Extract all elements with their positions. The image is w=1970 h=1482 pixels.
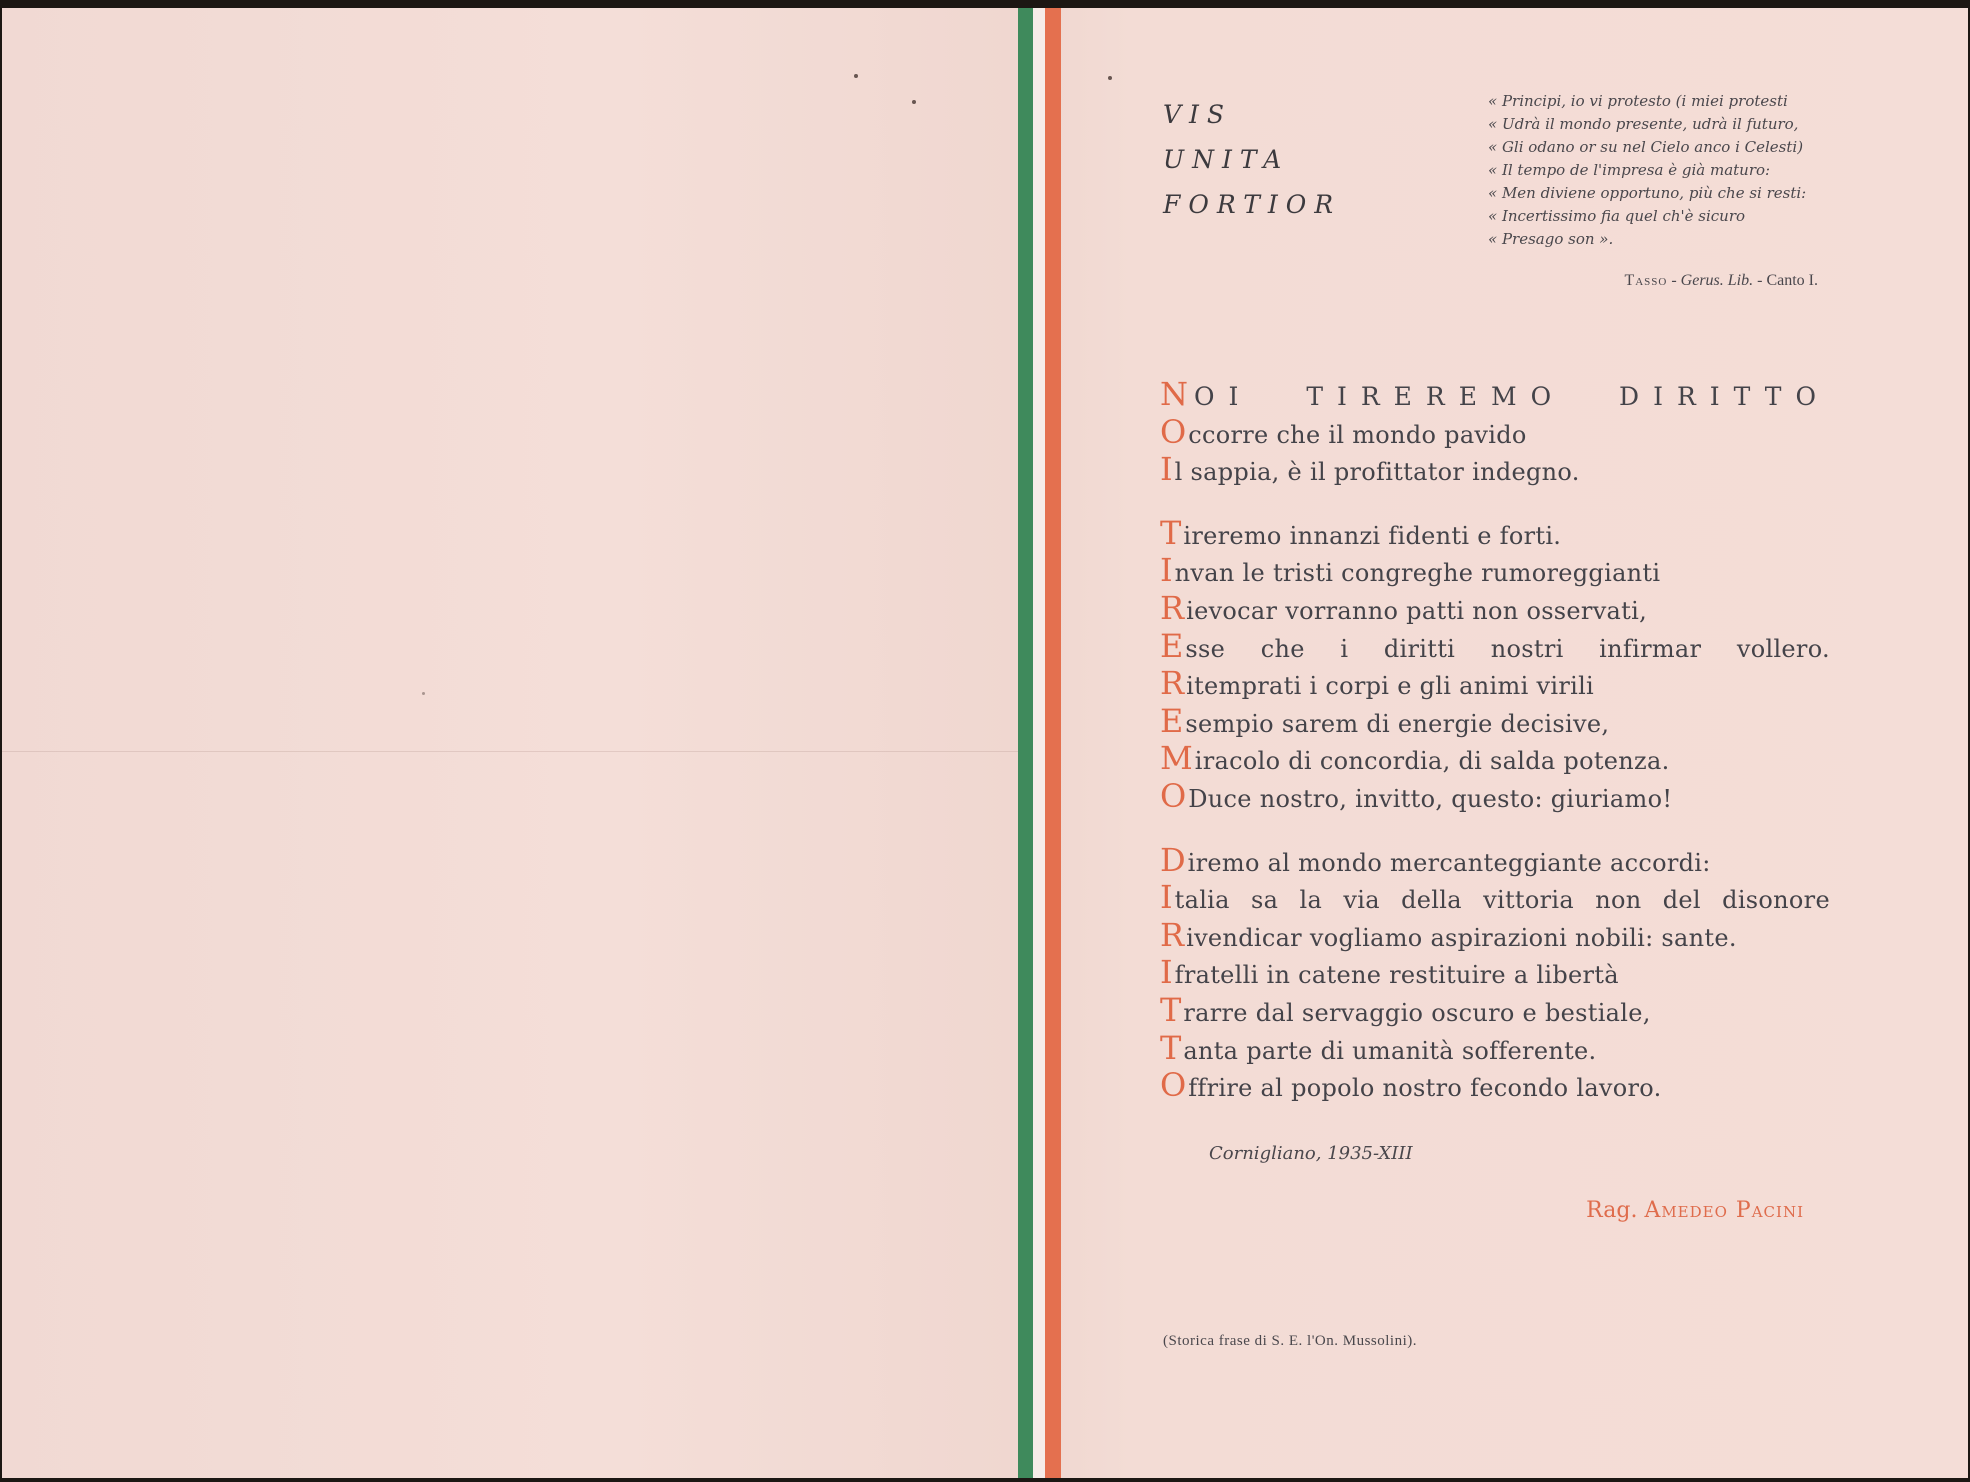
- poem-line-text: fratelli in catene restituire a libertà: [1174, 961, 1619, 990]
- acrostic-initial: I: [1160, 551, 1173, 590]
- poem-line-text: [1185, 631, 1830, 669]
- poem-line-text: anta parte di umanità sofferente.: [1183, 1036, 1597, 1065]
- acrostic-initial: D: [1160, 840, 1186, 879]
- paper-speck: [1108, 76, 1112, 80]
- acrostic-initial: R: [1160, 664, 1185, 703]
- poem-word: diritti: [1383, 634, 1456, 663]
- acrostic-initial: T: [1160, 513, 1182, 552]
- acrostic-initial: M: [1160, 739, 1193, 778]
- tricolor-ribbon-red: [1045, 8, 1061, 1478]
- poem-word: non: [1595, 886, 1642, 915]
- poem-line: [1160, 778, 1830, 816]
- poem-line: [1160, 842, 1830, 880]
- source-separator: -: [1753, 272, 1767, 289]
- horizontal-fold-crease: [2, 751, 1018, 752]
- poem-line-text: ievocar vorranno patti non osservati,: [1186, 596, 1648, 625]
- poem-line: [1160, 917, 1830, 955]
- acrostic-initial: N: [1160, 375, 1188, 413]
- poem-line-text: l sappia, è il profittator indegno.: [1174, 458, 1580, 487]
- poem-line-text: itemprati i corpi e gli animi virili: [1186, 672, 1595, 701]
- poem-word: del: [1662, 886, 1701, 915]
- author-signature: [1524, 1198, 1804, 1223]
- poem-line-text: nvan le tristi congreghe rumoreggianti: [1174, 559, 1661, 588]
- poem-line-text: ffrire al popolo nostro fecondo lavoro.: [1188, 1074, 1662, 1103]
- motto-line: FORTIOR: [1163, 190, 1342, 219]
- poem-line: [1160, 1067, 1830, 1105]
- motto-line: UNITA: [1163, 145, 1290, 174]
- epigraph-line: « Incertissimo fia quel ch'è sicuro: [1488, 207, 1746, 225]
- poem-stanza: [1160, 515, 1830, 816]
- poem-line: [1160, 451, 1830, 489]
- place-date: Cornigliano, 1935-XIII: [1209, 1143, 1413, 1164]
- poem-word: infirmar: [1599, 634, 1702, 663]
- acrostic-initial: O: [1160, 1066, 1187, 1105]
- poem-line: [1160, 992, 1830, 1030]
- poem-word: sse: [1185, 634, 1226, 663]
- poem-line: [1160, 703, 1830, 741]
- tricolor-ribbon-white: [1033, 8, 1045, 1478]
- poem-line-text: ccorre che il mondo pavido: [1188, 420, 1527, 449]
- poem-word: OI: [1194, 382, 1253, 411]
- poem-word: i: [1340, 634, 1349, 663]
- poem-stanza: [1160, 842, 1830, 1105]
- footnote: (Storica frase di S. E. l'On. Mussolini).: [1163, 1333, 1418, 1349]
- epigraph-line: « Presago son ».: [1488, 230, 1614, 248]
- poem-line: [1160, 515, 1830, 553]
- left-page-blank: [2, 8, 1018, 1478]
- epigraph-line: « Gli odano or su nel Cielo anco i Celesti): [1488, 138, 1804, 156]
- poem-line-text: iremo al mondo mercanteggiante accordi:: [1187, 848, 1711, 877]
- poem-word: vittoria: [1483, 886, 1574, 915]
- source-canto: Canto I.: [1766, 272, 1818, 289]
- poem-line-text: Duce nostro, invitto, questo: giuriamo!: [1188, 784, 1673, 813]
- poem-word: nostri: [1490, 634, 1564, 663]
- poem-line-text: rarre dal servaggio oscuro e bestiale,: [1183, 998, 1651, 1027]
- poem-line-text: ireremo innanzi fidenti e forti.: [1183, 521, 1562, 550]
- poem-word: TIREREMO: [1306, 382, 1566, 411]
- tricolor-ribbon-green: [1018, 8, 1033, 1478]
- poem-word: vollero.: [1736, 634, 1830, 663]
- poem-line: [1160, 628, 1830, 666]
- acrostic-initial: O: [1160, 776, 1187, 815]
- acrostic-initial: I: [1160, 878, 1173, 917]
- poem-title-line: [1160, 376, 1830, 414]
- poem-word: sa: [1251, 886, 1279, 915]
- acrostic-initial: E: [1160, 626, 1184, 665]
- poem-line: [1160, 414, 1830, 452]
- poem-word: disonore: [1722, 886, 1830, 915]
- paper-speck: [854, 74, 858, 78]
- acrostic-poem: [1160, 376, 1830, 1131]
- poem-line: [1160, 740, 1830, 778]
- poem-word: via: [1343, 886, 1380, 915]
- acrostic-initial: T: [1160, 990, 1182, 1029]
- poem-line-text: ivendicar vogliamo aspirazioni nobili: sante.: [1186, 923, 1737, 952]
- paper-speck: [422, 692, 425, 695]
- poem-line-text: sempio sarem di energie decisive,: [1185, 709, 1610, 738]
- acrostic-initial: T: [1160, 1028, 1182, 1067]
- acrostic-initial: O: [1160, 412, 1187, 451]
- source-separator: -: [1667, 272, 1681, 289]
- source-work: Gerus. Lib.: [1680, 272, 1754, 289]
- signature-prefix: Rag.: [1586, 1198, 1638, 1223]
- poem-word: che: [1260, 634, 1305, 663]
- poem-line: [1160, 1030, 1830, 1068]
- poem-line: [1160, 954, 1830, 992]
- poem-line-text: [1175, 882, 1830, 920]
- epigraph-line: « Udrà il mondo presente, udrà il futuro,: [1488, 115, 1799, 133]
- poem-word: DIRITTO: [1619, 382, 1830, 411]
- poem-word: talia: [1174, 886, 1230, 915]
- source-author: Tasso: [1624, 272, 1668, 289]
- poem-stanza: [1160, 376, 1830, 489]
- poem-word: della: [1401, 886, 1462, 915]
- epigraph-line: « Men diviene opportuno, più che si resti:: [1488, 184, 1807, 202]
- poem-line: [1160, 879, 1830, 917]
- acrostic-initial: R: [1160, 588, 1185, 627]
- poem-line-text: iracolo di concordia, di salda potenza.: [1194, 747, 1670, 776]
- acrostic-initial: I: [1160, 953, 1173, 992]
- poem-line: [1160, 665, 1830, 703]
- acrostic-initial: E: [1160, 701, 1184, 740]
- poem-line-text: [1194, 378, 1830, 416]
- acrostic-initial: R: [1160, 915, 1185, 954]
- acrostic-initial: I: [1160, 450, 1173, 489]
- epigraph-line: « Principi, io vi protesto (i miei protesti: [1488, 92, 1788, 110]
- motto: [1163, 92, 1341, 227]
- epigraph-quote: [1488, 90, 1824, 251]
- signature-name: Amedeo Pacini: [1644, 1198, 1804, 1223]
- epigraph-source: [1568, 272, 1818, 290]
- poem-word: la: [1299, 886, 1323, 915]
- epigraph-line: « Il tempo de l'impresa è già maturo:: [1488, 161, 1771, 179]
- paper-speck: [912, 100, 916, 104]
- motto-line: VIS: [1163, 100, 1233, 129]
- poem-line: [1160, 590, 1830, 628]
- poem-line: [1160, 552, 1830, 590]
